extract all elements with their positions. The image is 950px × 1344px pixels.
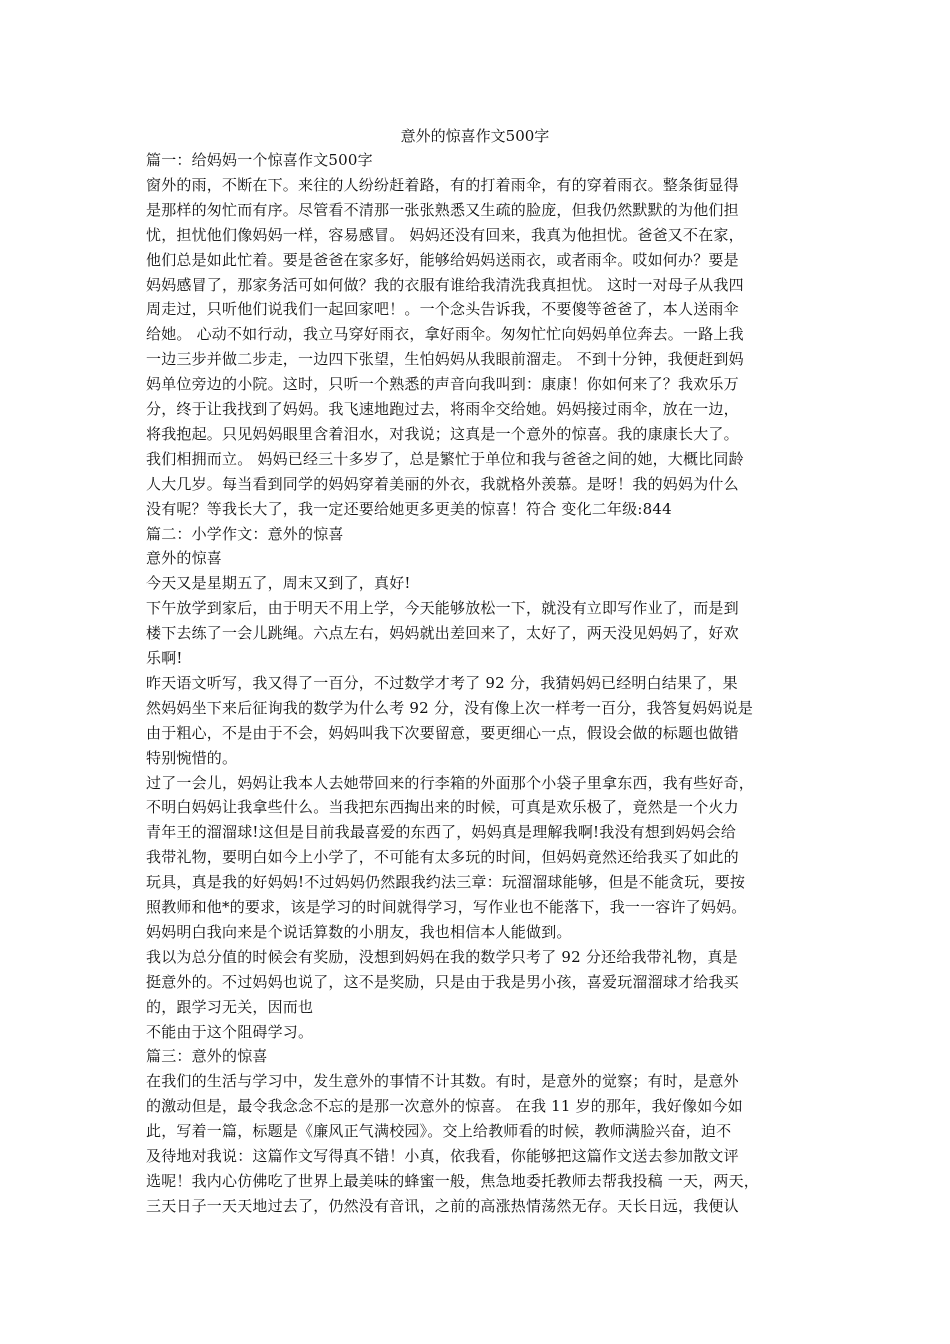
text-line: 然妈妈坐下来后征询我的数学为什么考 92 分，没有像上次一样考一百分，我答复妈妈说是 — [146, 699, 754, 717]
text-line: 妈妈感冒了，那家务活可如何做？我的衣服有谁给我清洗我真担忧。 这时一对母子从我四 — [146, 276, 744, 294]
text-line: 此，写着一篇，标题是《廉风正气满校园》。交上给教师看的时候，教师满脸兴奋，迫不 — [146, 1122, 732, 1140]
text-line: 忧，担忧他们像妈妈一样，容易感冒。 妈妈还没有回来，我真为他担忧。爸爸又不在家， — [146, 226, 744, 244]
text-line: 照教师和他*的要求，该是学习的时间就得学习，写作业也不能落下，我一一容许了妈妈。 — [146, 898, 747, 916]
text-line: 楼下去练了一会儿跳绳。六点左右，妈妈就出差回来了，太好了，两天没见妈妈了，好欢 — [146, 624, 739, 642]
text-line: 妈妈明白我向来是个说话算数的小朋友，我也相信本人能做到。 — [146, 923, 572, 941]
text-line: 给她。 心动不如行动，我立马穿好雨衣，拿好雨伞。匆匆忙忙向妈妈单位奔去。一路上我 — [146, 325, 744, 343]
text-line: 由于粗心，不是由于不会，妈妈叫我下次要留意，要更细心一点，假设会做的标题也做错 — [146, 724, 739, 742]
text-line: 昨天语文听写，我又得了一百分，不过数学才考了 92 分，我猜妈妈已经明白结果了，果 — [146, 674, 738, 692]
text-line: 意外的惊喜 — [146, 549, 223, 567]
text-line: 三天日子一天天地过去了，仍然没有音讯，之前的高涨热情荡然无存。天长日远，我便认 — [146, 1197, 739, 1215]
text-line: 玩具，真是我的好妈妈!不过妈妈仍然跟我约法三章：玩溜溜球能够，但是不能贪玩，要按 — [146, 873, 746, 891]
text-line: 过了一会儿，妈妈让我本人去她带回来的行李箱的外面那个小袋子里拿东西，我有些好奇， — [146, 774, 755, 792]
text-line: 选呢！我内心仿佛吃了世界上最美味的蜂蜜一般，焦急地委托教师去帮我投稿 一天，两天， — [146, 1172, 759, 1190]
document-title: 意外的惊喜作文500字 — [400, 127, 550, 145]
text-line: 我们相拥而立。 妈妈已经三十多岁了，总是繁忙于单位和我与爸爸之间的她，大概比同龄 — [146, 450, 744, 468]
text-line: 窗外的雨，不断在下。来往的人纷纷赶着路，有的打着雨伞，有的穿着雨衣。整条街显得 — [146, 176, 739, 194]
text-line: 下午放学到家后，由于明天不用上学，今天能够放松一下，就没有立即写作业了，而是到 — [146, 599, 739, 617]
text-line: 青年王的溜溜球!这但是目前我最喜爱的东西了，妈妈真是理解我啊!我没有想到妈妈会给 — [146, 823, 737, 841]
text-line: 我以为总分值的时候会有奖励，没想到妈妈在我的数学只考了 92 分还给我带礼物，真是 — [146, 948, 738, 966]
text-line: 不能由于这个阻碍学习。 — [146, 1023, 314, 1041]
text-line: 没有呢？等我长大了，我一定还要给她更多更美的惊喜！符合 变化二年级:844 — [146, 500, 672, 518]
text-line: 挺意外的。不过妈妈也说了，这不是奖励，只是由于我是男小孩，喜爱玩溜溜球才给我买 — [146, 973, 739, 991]
text-line: 篇三：意外的惊喜 — [146, 1047, 268, 1065]
text-line: 不明白妈妈让我拿些什么。当我把东西掏出来的时候，可真是欢乐极了，竟然是一个火力 — [146, 798, 739, 816]
text-line: 他们总是如此忙着。要是爸爸在家多好，能够给妈妈送雨衣，或者雨伞。哎如何办？要是 — [146, 251, 739, 269]
text-line: 特别惋惜的。 — [146, 749, 238, 767]
text-line: 分，终于让我找到了妈妈。我飞速地跑过去，将雨伞交给她。妈妈接过雨伞，放在一边， — [146, 400, 739, 418]
text-line: 及待地对我说：这篇作文写得真不错！小真，依我看，你能够把这篇作文送去参加散文评 — [146, 1147, 739, 1165]
text-line: 在我们的生活与学习中，发生意外的事情不计其数。有时，是意外的觉察；有时，是意外 — [146, 1072, 739, 1090]
text-line: 妈单位旁边的小院。这时，只听一个熟悉的声音向我叫到：康康！你如何来了？我欢乐万 — [146, 375, 739, 393]
text-line: 今天又是星期五了，周末又到了，真好! — [146, 574, 411, 592]
text-line: 一边三步并做二步走，一边四下张望，生怕妈妈从我眼前溜走。 不到十分钟，我便赶到妈 — [146, 350, 744, 368]
text-line: 篇一：给妈妈一个惊喜作文500字 — [146, 151, 373, 169]
text-line: 将我抱起。只见妈妈眼里含着泪水，对我说；这真是一个意外的惊喜。我的康康长大了。 — [146, 425, 739, 443]
text-line: 的，跟学习无关，因而也 — [146, 998, 314, 1016]
text-line: 乐啊! — [146, 649, 183, 667]
text-line: 是那样的匆忙而有序。尽管看不清那一张张熟悉又生疏的脸庞，但我仍然默默的为他们担 — [146, 201, 739, 219]
text-line: 周走过，只听他们说我们一起回家吧！。一个念头告诉我，不要傻等爸爸了，本人送雨伞 — [146, 300, 739, 318]
text-line: 篇二：小学作文：意外的惊喜 — [146, 525, 344, 543]
text-line: 我带礼物，要明白如今上小学了，不可能有太多玩的时间，但妈妈竟然还给我买了如此的 — [146, 848, 739, 866]
text-line: 人大几岁。每当看到同学的妈妈穿着美丽的外衣，我就格外羡慕。是呀！我的妈妈为什么 — [146, 475, 739, 493]
text-line: 的激动但是，最令我念念不忘的是那一次意外的惊喜。 在我 11 岁的那年，我好像如今如 — [146, 1097, 743, 1115]
